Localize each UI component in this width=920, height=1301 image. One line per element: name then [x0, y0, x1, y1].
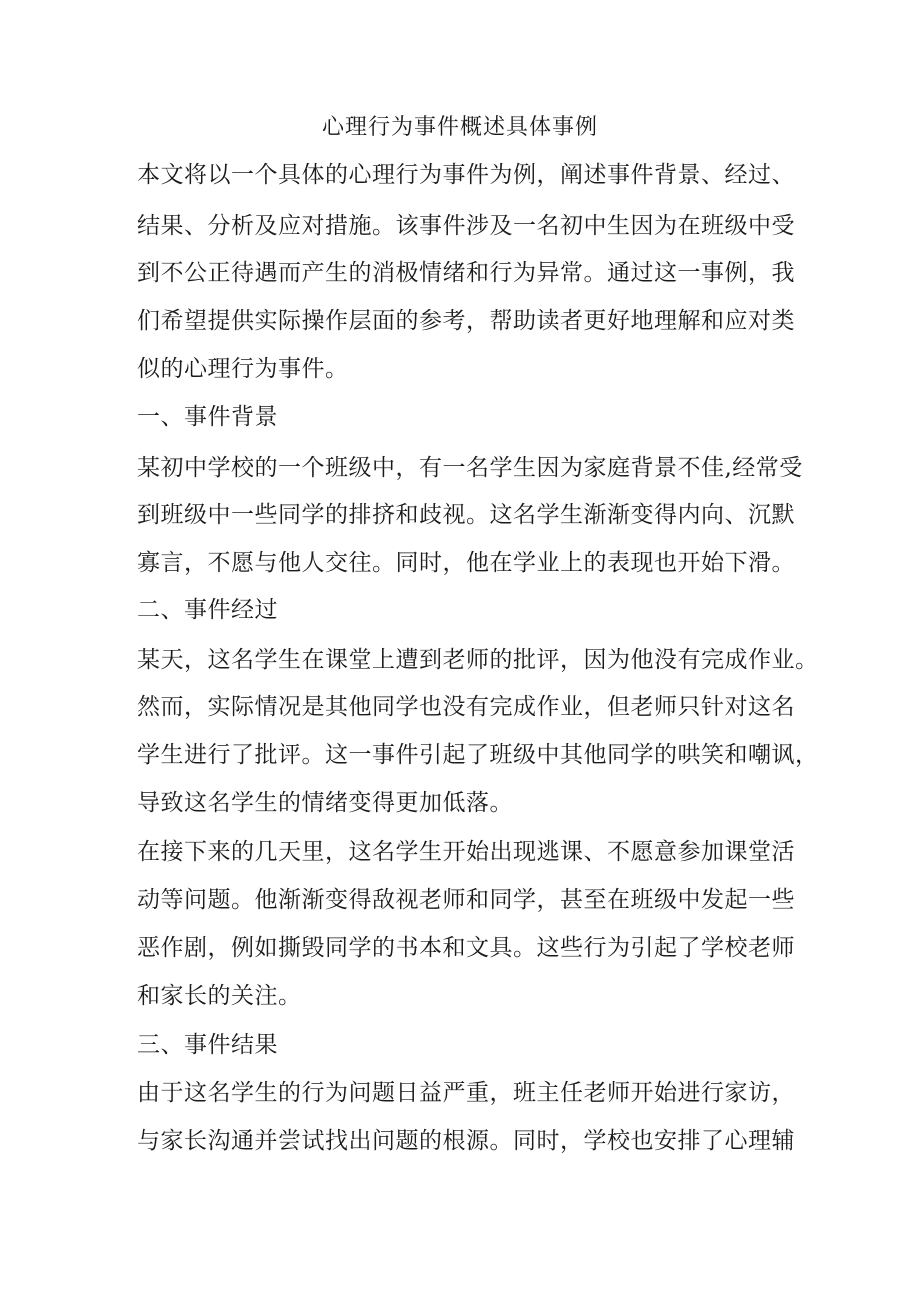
text-line: 由于这名学生的行为问题日益严重，班主任老师开始进行家访， — [137, 1080, 795, 1106]
text-line: 某天，这名学生在课堂上遭到老师的批评，因为他没有完成作业。 — [137, 647, 819, 673]
text-line: 与家长沟通并尝试找出问题的根源。同时，学校也安排了心理辅 — [137, 1128, 795, 1154]
text-line: 和家长的关注。 — [137, 983, 302, 1009]
text-line: 某初中学校的一个班级中，有一名学生因为家庭背景不佳,经常受 — [137, 455, 803, 481]
section-heading: 一、事件背景 — [137, 404, 278, 430]
text-line: 学生进行了批评。这一事件引起了班级中其他同学的哄笑和嘲讽， — [137, 742, 819, 768]
text-line: 到班级中一些同学的排挤和歧视。这名学生渐渐变得内向、沉默 — [137, 502, 795, 528]
text-line: 到不公正待遇而产生的消极情绪和行为异常。通过这一事例，我 — [137, 260, 795, 286]
text-line: 本文将以一个具体的心理行为事件为例，阐述事件背景、经过、 — [137, 162, 795, 188]
document-title: 心理行为事件概述具体事例 — [321, 115, 598, 140]
section-heading: 三、事件结果 — [137, 1032, 278, 1058]
text-line: 导致这名学生的情绪变得更加低落。 — [137, 790, 513, 816]
text-line: 们希望提供实际操作层面的参考，帮助读者更好地理解和应对类 — [137, 308, 795, 334]
text-line: 结果、分析及应对措施。该事件涉及一名初中生因为在班级中受 — [137, 213, 795, 239]
text-line: 然而，实际情况是其他同学也没有完成作业，但老师只针对这名 — [137, 694, 795, 720]
text-line: 寡言，不愿与他人交往。同时，他在学业上的表现也开始下滑。 — [137, 550, 795, 576]
text-line: 在接下来的几天里，这名学生开始出现逃课、不愿意参加课堂活 — [137, 839, 795, 865]
section-heading: 二、事件经过 — [137, 597, 278, 623]
text-line: 恶作剧，例如撕毁同学的书本和文具。这些行为引起了学校老师 — [137, 935, 795, 961]
text-line: 似的心理行为事件。 — [137, 356, 349, 382]
text-line: 动等问题。他渐渐变得敌视老师和同学，甚至在班级中发起一些 — [137, 887, 795, 913]
